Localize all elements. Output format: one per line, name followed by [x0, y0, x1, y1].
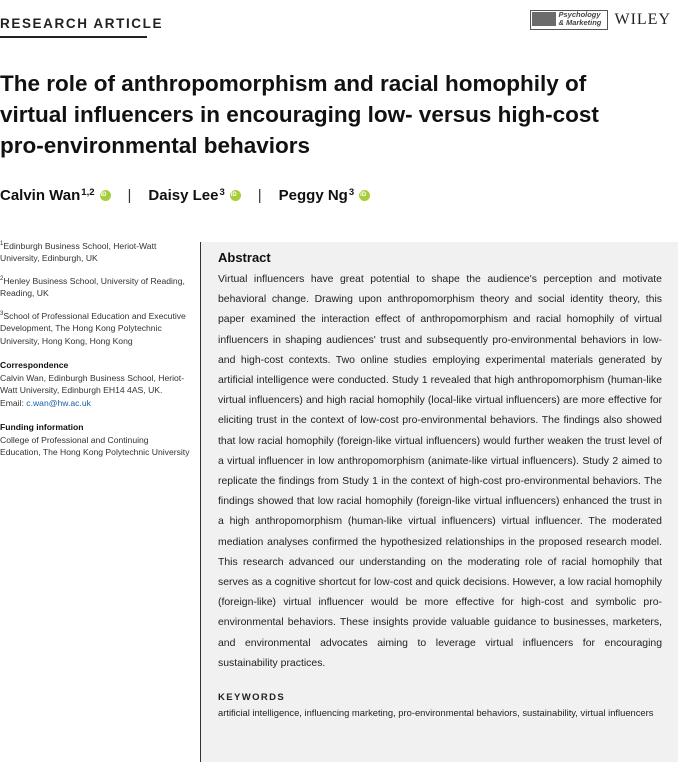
orcid-icon[interactable]: [359, 190, 370, 201]
keywords-text: artificial intelligence, influencing marketing, pro-environmental behaviors, sustainability, virtual influencers: [218, 707, 654, 719]
affiliation-text: Henley Business School, University of Reading, Reading, UK: [0, 275, 185, 299]
journal-logo-text: Psychology & Marketing: [558, 10, 602, 27]
author-name: Peggy Ng: [278, 187, 348, 204]
keywords-heading: KEYWORDS: [218, 692, 286, 704]
author: [148, 187, 240, 204]
correspondence-email-line: [0, 397, 190, 410]
author: [0, 187, 111, 204]
article-type-underline: [0, 36, 147, 38]
correspondence-heading: Correspondence: [0, 360, 69, 371]
affiliation: [0, 273, 190, 300]
publisher-header: [530, 10, 671, 30]
affiliation-text: School of Professional Education and Executive Development, The Hong Kong Polytechnic University, Hong Kong, Hong Kong: [0, 310, 186, 346]
affiliation-number: 3: [0, 310, 4, 317]
funding-heading: Funding information: [0, 422, 84, 433]
email-link[interactable]: c.wan@hw.ac.uk: [26, 397, 91, 408]
author: [279, 187, 370, 204]
article-info-sidebar: [0, 238, 190, 459]
email-label: Email:: [0, 397, 24, 408]
orcid-icon[interactable]: [230, 190, 241, 201]
publisher-name[interactable]: WILEY: [614, 11, 671, 28]
author-separator: |: [127, 187, 132, 204]
orcid-icon[interactable]: [100, 190, 111, 201]
author-name: Calvin Wan: [0, 187, 81, 204]
article-type-label: RESEARCH ARTICLE: [0, 16, 164, 31]
affiliation: [0, 238, 190, 265]
correspondence-text: Calvin Wan, Edinburgh Business School, Heriot-Watt University, Edinburgh EH14 4AS, UK.: [0, 372, 185, 396]
author-list: [0, 187, 370, 204]
abstract-heading: Abstract: [218, 250, 271, 265]
abstract-panel: [200, 242, 678, 762]
affiliation-text: Edinburgh Business School, Heriot-Watt University, Edinburgh, UK: [0, 240, 157, 264]
article-title: The role of anthropomorphism and racial homophily of virtual influencers in encouraging low- versus high-cost pro-environmental behaviors: [0, 71, 599, 158]
affiliation-number: 1: [0, 241, 4, 247]
author-affiliation-sup: 1,2: [81, 187, 95, 198]
author-affiliation-sup: 3: [348, 187, 355, 198]
journal-logo[interactable]: [530, 10, 608, 30]
author-separator: |: [257, 187, 262, 204]
author-name: Daisy Lee: [148, 187, 219, 204]
affiliation: [0, 308, 190, 347]
journal-logo-mark: [532, 12, 556, 26]
abstract-body: Virtual influencers have great potential to shape the audience's perception and motivate behavioral change. Drawing upon anthropomorphism theory and social identity theory, this paper examined the interaction effect of anthropomorphism and racial homophily of virtual influencers in shaping audiences' trust and subsequently pro-environmental behaviors in low- and high-cost contexts. Two online studies employing experimental materials generated by artificial intelligence were conducted. Study 1 revealed that high anthropomorphism (human-like virtual influencers) and high racial homophily (local-like virtual influencers) are more effective for eliciting trust in the context of low-cost pro-environmental behaviors. The findings also showed that low racial homophily (foreign-like virtual influencers) would further weaken the trust level of a virtual influencer in low anthropomorphism (animate-like virtual influencers). Study 2 aimed to replicate the findings from Study 1 in the context of high-cost pro-environmental behaviors. The findings showed that low racial homophily (foreign-like virtual influencers) enhanced the trust in a high anthropomorphism (human-like virtual influencers) virtual influencer. The moderated mediation analyses confirmed the hypothesized relationships in the proposed research model. This research advanced our understanding on the moderating role of racial homophily that serves as a cognitive shortcut for low-cost and quick decisions. However, a low racial homophily (foreign-like) virtual influencer would be more effective for high-cost and symbolic pro-environmental behaviors. These insights provide valuable guidance to businesses, marketers, and environmental advocates aiming to leverage virtual influencers for encouraging sustainability practices.: [218, 274, 662, 669]
affiliation-number: 2: [0, 275, 4, 282]
funding-text: College of Professional and Continuing Education, The Hong Kong Polytechnic University: [0, 434, 190, 458]
author-affiliation-sup: 3: [219, 187, 225, 198]
